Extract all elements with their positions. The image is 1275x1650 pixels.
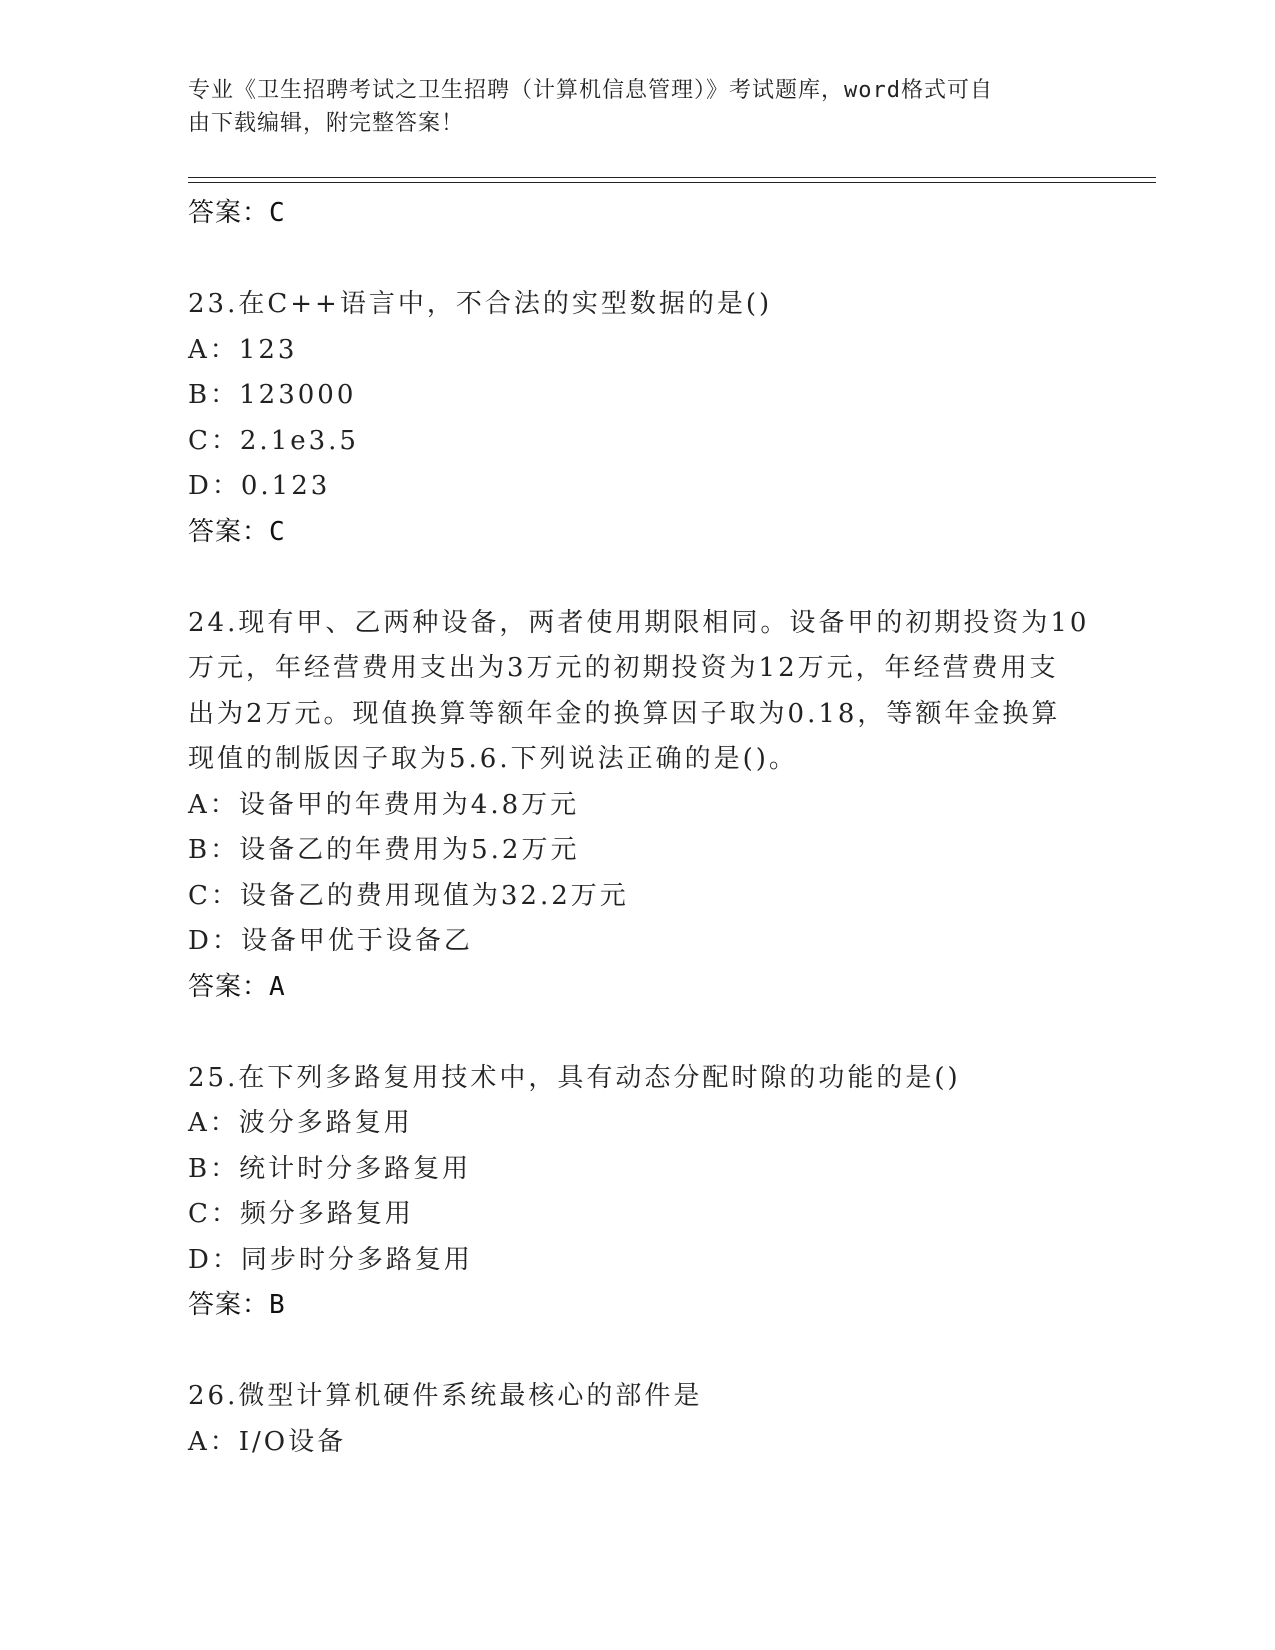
- spacer: [188, 1010, 1088, 1056]
- option-a: A：波分多路复用: [188, 1108, 413, 1138]
- answer: 答案：C: [188, 516, 286, 547]
- option-c: C：2.1e3.5: [188, 425, 359, 456]
- question-25: [188, 1056, 1088, 1329]
- question-stem-line-1: 24.现有甲、乙两种设备，两者使用期限相同。设备甲的初期投资为10: [188, 607, 1090, 638]
- option-b: B：统计时分多路复用: [188, 1153, 472, 1184]
- question-stem: 23.在C++语言中，不合法的实型数据的是(): [188, 289, 773, 319]
- question-list: [188, 191, 1088, 1465]
- option-c: C：设备乙的费用现值为32.2万元: [188, 880, 629, 911]
- option-c: C：频分多路复用: [188, 1199, 414, 1229]
- answer: 答案：A: [188, 971, 286, 1002]
- previous-answer: 答案：C: [188, 198, 286, 228]
- question-23: [188, 282, 1088, 555]
- option-b: B：设备乙的年费用为5.2万元: [188, 835, 580, 865]
- document-header: [188, 74, 1068, 140]
- question-stem-line-3: 出为2万元。现值换算等额年金的换算因子取为0.18，等额年金换算: [188, 698, 1061, 729]
- header-line-1: 专业《卫生招聘考试之卫生招聘（计算机信息管理）》考试题库，word格式可自: [188, 78, 993, 103]
- spacer: [188, 1329, 1088, 1375]
- option-a: A：设备甲的年费用为4.8万元: [188, 789, 580, 820]
- option-a: A：I/O设备: [188, 1426, 347, 1457]
- question-stem: 26.微型计算机硬件系统最核心的部件是: [188, 1381, 703, 1411]
- question-stem: 25.在下列多路复用技术中，具有动态分配时隙的功能的是(): [188, 1062, 961, 1093]
- option-a: A：123: [188, 334, 298, 365]
- option-d: D：设备甲优于设备乙: [188, 926, 473, 956]
- header-rule-top: [188, 177, 1156, 178]
- header-line-2: 由下载编辑，附完整答案！: [188, 111, 465, 136]
- question-24: [188, 601, 1088, 1011]
- question-26: [188, 1374, 1088, 1465]
- spacer: [188, 237, 1088, 283]
- option-b: B：123000: [188, 380, 357, 410]
- option-d: D：同步时分多路复用: [188, 1244, 473, 1275]
- option-d: D：0.123: [188, 471, 331, 501]
- question-stem-line-2: 万元，年经营费用支出为3万元的初期投资为12万元，年经营费用支: [188, 653, 1059, 683]
- spacer: [188, 555, 1088, 601]
- answer: 答案：B: [188, 1290, 286, 1320]
- header-rule-bottom: [188, 182, 1156, 183]
- question-stem-line-4: 现值的制版因子取为5.6.下列说法正确的是()。: [188, 744, 798, 774]
